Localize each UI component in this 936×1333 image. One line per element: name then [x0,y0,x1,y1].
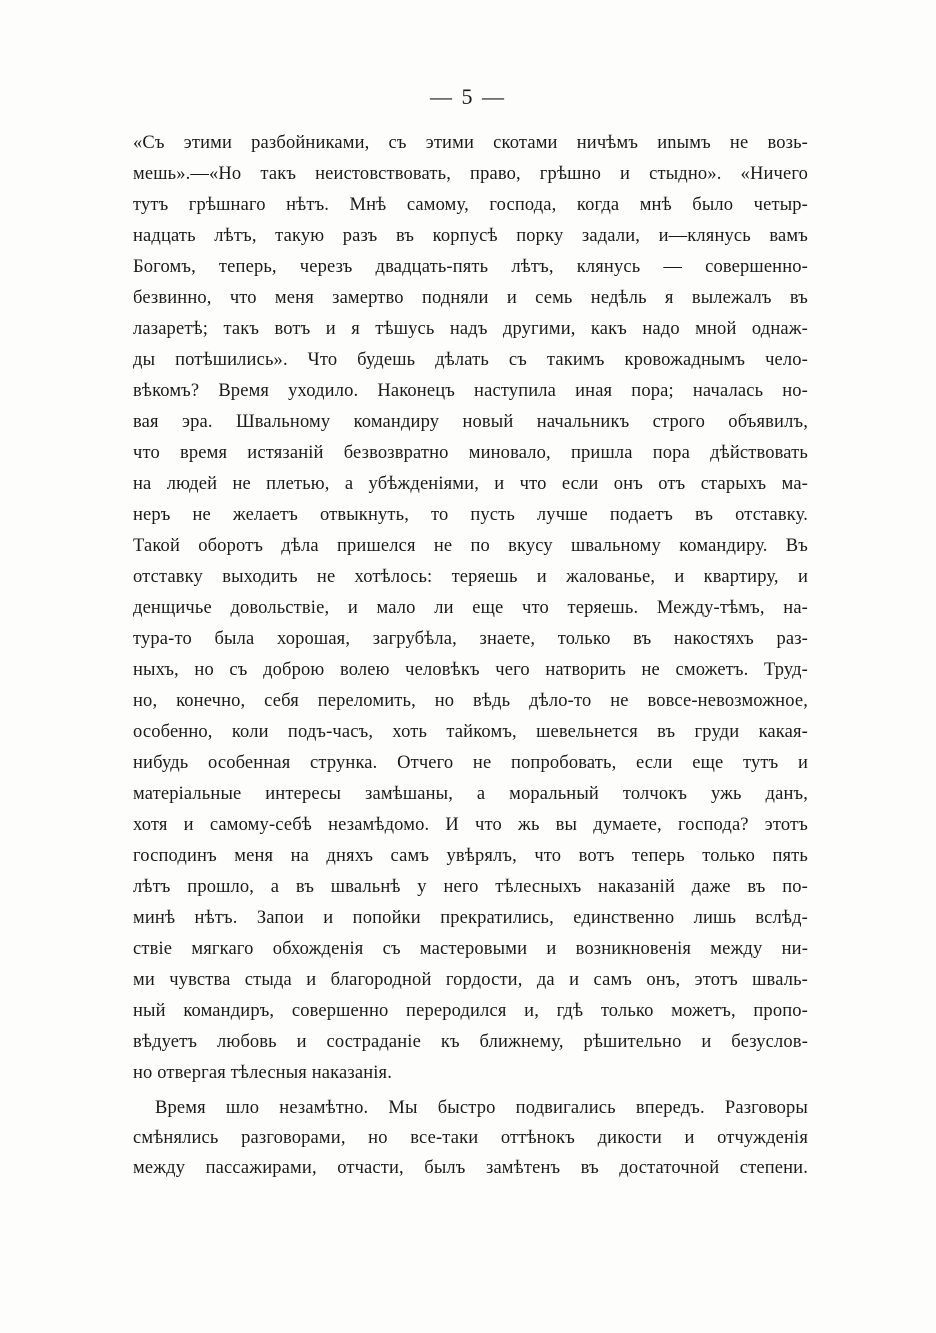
text-line: что время истязаній безвозвратно миновало, пришла пора дѣйствовать [133,443,808,463]
text-line: но, конечно, себя переломить, но вѣдь дѣло-то не вовсе-невозможное, [133,691,808,711]
text-line: особенно, коли подъ-часъ, хоть тайкомъ, шевельнется въ груди какая- [133,722,808,742]
text-line: тутъ грѣшнаго нѣтъ. Мнѣ самому, господа, когда мнѣ было четыр- [133,195,808,215]
text-line: но отвергая тѣлесныя наказанія. [133,1063,392,1083]
text-line: лѣтъ прошло, а въ швальнѣ у него тѣлесныхъ наказаній даже въ по- [133,877,808,897]
paragraph-2 [133,1093,808,1183]
text-line: господинъ меня на дняхъ самъ увѣрялъ, что вотъ теперь только пять [133,846,808,866]
text-line: ствіе мягкаго обхожденія съ мастеровыми и возникновенія между ни- [133,939,808,959]
text-line: на людей не плетью, а убѣжденіями, и что если онъ отъ старыхъ ма- [133,474,808,494]
text-line: вая эра. Швальному командиру новый начальникъ строго объявилъ, [133,412,808,432]
text-line: вѣдуетъ любовь и состраданіе къ ближнему, рѣшительно и безуслов- [133,1032,808,1052]
text-line: нибудь особенная струнка. Отчего не попробовать, если еще тутъ и [133,753,808,773]
text-line: денщичье довольствіе, и мало ли еще что теряешь. Между-тѣмъ, на- [133,598,808,618]
text-line: Такой оборотъ дѣла пришелся не по вкусу швальному командиру. Въ [133,536,808,556]
text-line: Богомъ, теперь, черезъ двадцать-пять лѣтъ, клянусь — совершенно- [133,257,808,277]
text-line: лазаретѣ; такъ вотъ и я тѣшусь надъ другими, какъ надо мной однаж- [133,319,808,339]
text-line: смѣнялись разговорами, но все-таки оттѣнокъ дикости и отчужденія [133,1128,808,1148]
text-line: неръ не желаетъ отвыкнуть, то пусть лучше подаетъ въ отставку. [133,505,808,525]
text-line: вѣкомъ? Время уходило. Наконецъ наступила иная пора; началась но- [133,381,808,401]
text-line: хотя и самому-себѣ незамѣдомо. И что жь вы думаете, господа? этотъ [133,815,808,835]
text-line: «Съ этими разбойниками, съ этими скотами ничѣмъ иnымъ не возь- [133,133,808,153]
text-line: отставку выходить не хотѣлось: теряешь и жалованье, и квартиру, и [133,567,808,587]
text-line: минѣ нѣтъ. Запои и попойки прекратились, единственно лишь вслѣд- [133,908,808,928]
text-line: ми чувства стыда и благородной гордости, да и самъ онъ, этотъ шваль- [133,970,808,990]
text-line: матеріальные интересы замѣшаны, а моральный толчокъ ужь данъ, [133,784,808,804]
text-line: Время шло незамѣтно. Мы быстро подвигались впередъ. Разговоры [155,1098,808,1118]
text-line: ды потѣшились». Что будешь дѣлать съ такимъ кровожаднымъ чело- [133,350,808,370]
text-line: надцать лѣтъ, такую разъ въ корпусѣ порку задали, и—клянусь вамъ [133,226,808,246]
text-line: тура-то была хорошая, загрубѣла, знаете, только въ накостяхъ раз- [133,629,808,649]
text-line: ныхъ, но съ доброю волею человѣкъ чего натворить не сможетъ. Труд- [133,660,808,680]
text-line: безвинно, что меня замертво подняли и семь недѣль я вылежалъ въ [133,288,808,308]
text-line: между пассажирами, отчасти, былъ замѣтенъ въ достаточной степени. [133,1158,808,1178]
page-number: — 5 — [430,84,506,109]
text-line: мешь».—«Но такъ неистовствовать, право, грѣшно и стыдно». «Ничего [133,164,808,184]
text-line: ный командиръ, совершенно переродился и, гдѣ только можетъ, пропо- [133,1001,808,1021]
paragraph-1 [133,128,808,1089]
